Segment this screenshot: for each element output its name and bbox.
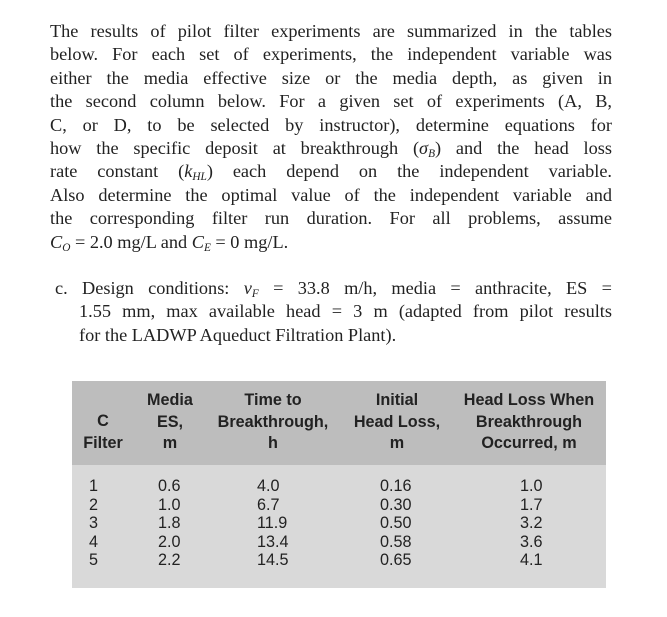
statement-line: the corresponding filter run duration. For all problems, assume (50, 208, 612, 229)
header-initial-head-loss: Initial Head Loss, m (353, 391, 441, 452)
statement-line-khl: rate constant $(k_{HL})$ each depend on the independent variable. (50, 161, 613, 184)
pilot-results-table (72, 381, 606, 588)
column-time-to-breakthrough (257, 477, 289, 570)
table-cell: 0.30 (380, 495, 412, 514)
statement-line-sigma: how the specific deposit at breakthrough $(\sigma_B)$ and the head loss (50, 138, 612, 160)
table-cell: 1 (89, 477, 99, 495)
table-cell: 13.4 (257, 532, 289, 551)
conditions-line: 1.55 mm, max available head = 3 m (adapted from pilot results (79, 301, 612, 322)
column-head-loss-breakthrough (520, 477, 543, 570)
statement-line: either the media effective size or the media depth, as given in (50, 67, 612, 88)
table-cell: 3.6 (520, 532, 543, 551)
table-cell: 3.2 (520, 514, 543, 533)
table-header (72, 381, 606, 465)
table-cell: 0.50 (380, 514, 412, 533)
column-filter (89, 477, 98, 570)
conditions-line: for the LADWP Aqueduct Filtration Plant). (79, 324, 397, 345)
table-cell: 1.0 (158, 495, 181, 514)
table-cell: 2 (89, 495, 99, 514)
design-conditions (55, 277, 612, 347)
statement-line: the second column below. For a given set of experiments (A, B, (50, 91, 612, 112)
table-cell: 0.16 (380, 477, 412, 495)
column-initial-head-loss (380, 477, 412, 570)
table-cell: 4 (89, 532, 99, 551)
table-cell: 6.7 (257, 495, 280, 514)
table-cell: 4.1 (520, 551, 543, 570)
header-filter: C Filter (83, 412, 123, 452)
statement-line: Also determine the optimal value of the independent variable and (50, 184, 612, 205)
table-cell: 1.0 (520, 477, 543, 495)
table-cell: 2.2 (158, 551, 181, 570)
statement-line: C, or D, to be selected by instructor), determine equations for (50, 114, 612, 135)
statement-line: below. For each set of experiments, the independent variable was (50, 44, 612, 65)
problem-statement (50, 20, 612, 254)
table-cell: 11.9 (257, 514, 288, 533)
table-cell: 4.0 (257, 477, 280, 495)
table-cell: 1.8 (158, 514, 181, 533)
table-cell: 0.65 (380, 551, 412, 570)
conditions-line: c. Design conditions: $v_F = 33.8$ m/h, media = anthracite, ES = (55, 278, 612, 300)
statement-line: The results of pilot filter experiments are summarized in the tables (50, 21, 612, 41)
table-cell: 1.7 (520, 495, 543, 514)
table-cell: 2.0 (158, 532, 181, 551)
column-media-es (158, 477, 181, 570)
header-head-loss-breakthrough: Head Loss When Breakthrough Occurred, m (463, 391, 595, 452)
statement-line-concentrations: $C_O = 2.0$ mg/L and $C_E = 0$ mg/L. (50, 231, 289, 254)
table-cell: 0.58 (380, 532, 412, 551)
table-cell: 5 (89, 551, 99, 570)
table-cell: 3 (89, 514, 99, 533)
table-cell: 0.6 (158, 477, 181, 495)
header-media-es: Media ES, m (147, 391, 193, 452)
table-cell: 14.5 (257, 551, 289, 570)
header-time-to-breakthrough: Time to Breakthrough, h (217, 391, 329, 452)
